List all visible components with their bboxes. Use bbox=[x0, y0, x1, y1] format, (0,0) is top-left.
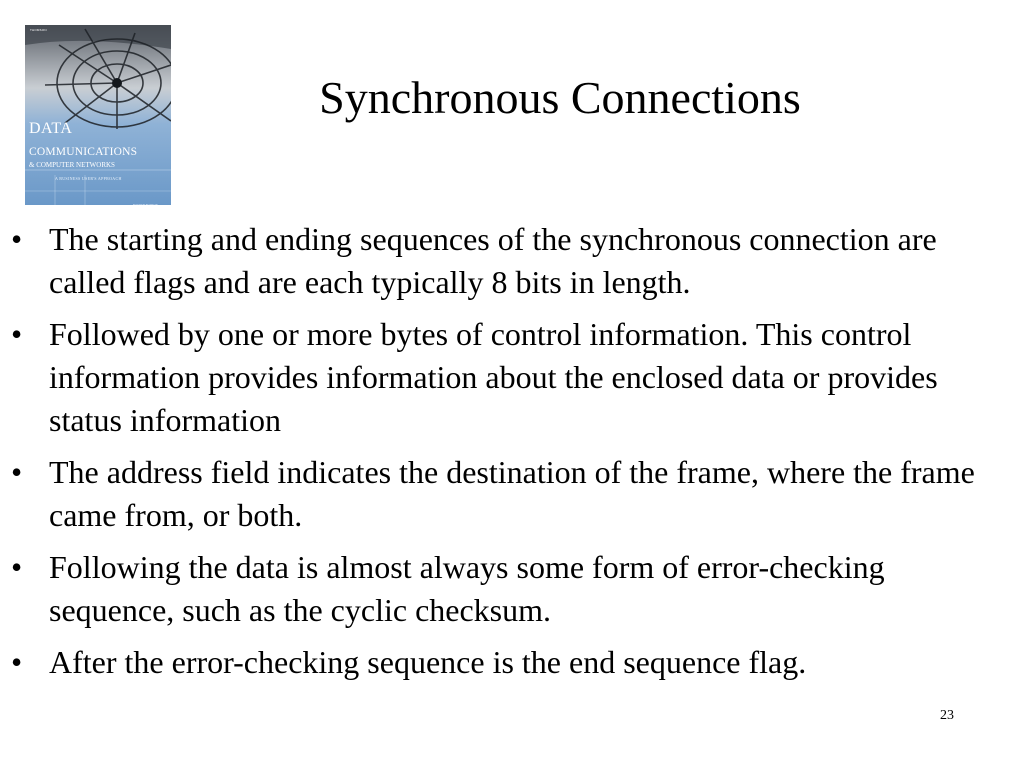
bullet-glyph: • bbox=[11, 221, 23, 257]
cover-title-line3: & COMPUTER NETWORKS bbox=[29, 161, 115, 169]
bullet-text: Following the data is almost always some form of error-checking sequence, such as the cyclic checksum. bbox=[49, 549, 885, 628]
bullet-text: The starting and ending sequences of the synchronous connection are called flags and are each typically 8 bits in length. bbox=[49, 221, 937, 300]
bullet-text: Followed by one or more bytes of control information. This control information provides information about the enclosed data or provides status information bbox=[49, 316, 938, 438]
bullet-item bbox=[0, 218, 1024, 304]
bullet-glyph: • bbox=[11, 454, 23, 490]
bullet-item bbox=[0, 641, 1024, 684]
bullet-item bbox=[0, 451, 1024, 537]
cover-subtitle: A BUSINESS USER'S APPROACH bbox=[55, 176, 122, 181]
cover-title-line1: DATA bbox=[29, 120, 73, 137]
slide-page-number: 23 bbox=[940, 708, 954, 723]
bullet-text: The address field indicates the destination of the frame, where the frame came from, or both. bbox=[49, 454, 975, 533]
bullet-glyph: • bbox=[11, 549, 23, 585]
cover-publisher: THOMSON bbox=[30, 28, 47, 32]
cover-title-line2: COMMUNICATIONS bbox=[29, 146, 138, 158]
cover-edition: FOURTH EDITION bbox=[133, 203, 158, 205]
bullet-list bbox=[0, 218, 1024, 693]
bullet-glyph: • bbox=[11, 316, 23, 352]
slide-title: Synchronous Connections bbox=[319, 72, 801, 123]
bullet-glyph: • bbox=[11, 644, 23, 680]
bullet-item bbox=[0, 313, 1024, 442]
bullet-item bbox=[0, 546, 1024, 632]
bullet-text: After the error-checking sequence is the end sequence flag. bbox=[49, 644, 807, 680]
book-cover-image bbox=[25, 25, 171, 205]
